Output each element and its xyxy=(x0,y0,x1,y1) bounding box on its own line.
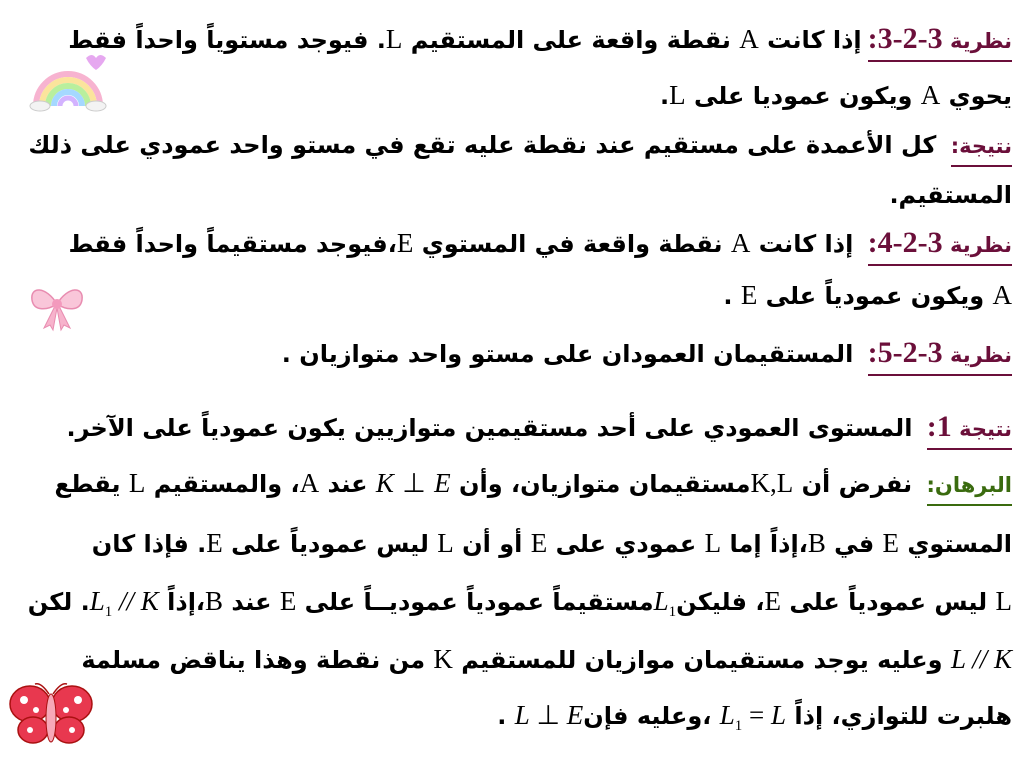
proof-line3: L ليس عمودياً على E، فليكنL$_1$مستقيماً عمودياً عموديــاً على E عند B،إذاً $L_1$ // K. لكن xyxy=(27,586,1012,620)
result-1: نتيجة 1: المستوى العمودي على أحد مستقيمين متوازيين يكون عمودياً على الآخر. xyxy=(12,410,1012,450)
theorem-3-2-3-line2: يحوي A ويكون عموديا على L. xyxy=(659,80,1012,110)
result-label: نتيجة: xyxy=(951,129,1012,167)
theorem-label: نظرية 3-2-3: xyxy=(868,22,1012,62)
result-line2: المستقيم. xyxy=(889,181,1012,209)
proof-line1: البرهان: نفرض أن K,Lمستقيمان متوازيان، وأن K ⊥ E عند A، والمستقيم L يقطع xyxy=(12,466,1012,506)
proof-label: البرهان: xyxy=(927,468,1013,506)
result-line1: نتيجة: كل الأعمدة على مستقيم عند نقطة عليه تقع في مستو واحد عمودي على ذلك xyxy=(12,128,1012,167)
theorem-label: نظرية 3-2-5: xyxy=(868,336,1012,376)
theorem-3-2-4-line1: نظرية 3-2-4: إذا كانت A نقطة واقعة في المستوي E،فيوجد مستقيماً واحداً فقط xyxy=(12,226,1012,266)
theorem-3-2-5: نظرية 3-2-5: المستقيمان العمودان على مستو واحد متوازيان . xyxy=(12,336,1012,376)
proof-line5: هلبرت للتوازي، إذاً $L_1 = L$ ،وعليه فإنL ⊥ E . xyxy=(497,700,1012,734)
proof-line4: L // K وعليه يوجد مستقيمان موازيان للمستقيم K من نقطة وهذا يناقض مسلمة xyxy=(81,644,1012,674)
proof-line2: المستوي E في B،إذاً إما L عمودي على E أو أن L ليس عمودياً على E. فإذا كان xyxy=(91,528,1012,558)
theorem-3-2-4-line2: A ويكون عمودياً على E . xyxy=(723,280,1012,310)
butterfly-icon xyxy=(6,680,96,750)
result-label: نتيجة 1: xyxy=(927,410,1012,450)
theorem-label: نظرية 3-2-4: xyxy=(868,226,1012,266)
theorem-3-2-3-line1: نظرية 3-2-3:إذا كانت A نقطة واقعة على المستقيم L. فيوجد مستوياً واحداً فقط xyxy=(12,22,1012,62)
